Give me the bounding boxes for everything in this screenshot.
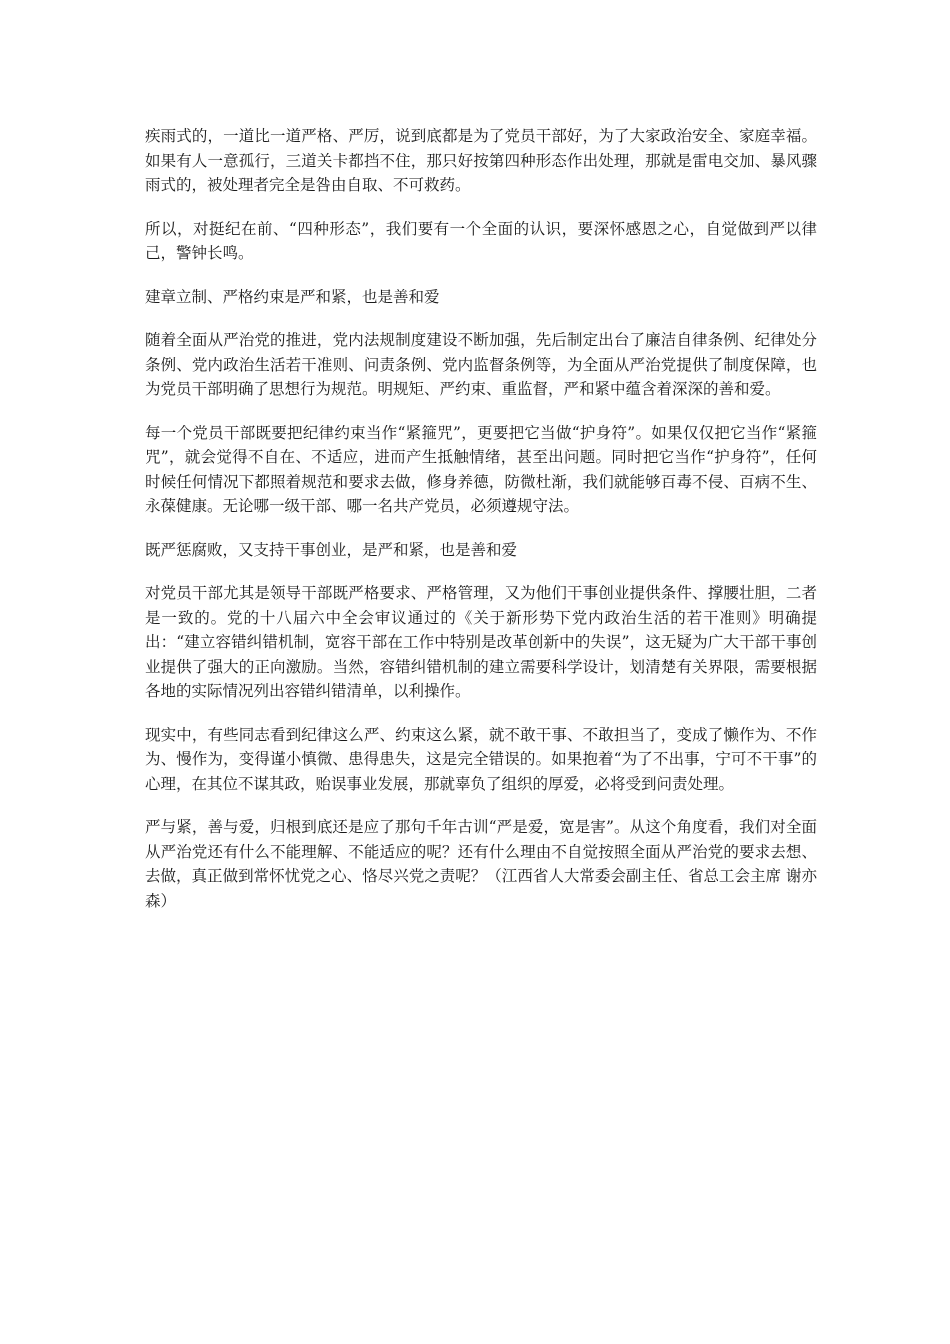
paragraph-continuation: 疾雨式的，一道比一道严格、严厉，说到底都是为了党员干部好，为了大家政治安全、家庭幸福。如果有人一意孤行，三道关卡都挡不住，那只好按第四种形态作出处理，那就是雷电交加、暴风骤雨式的，被处理者完全是咎由自取、不可救药。 xyxy=(145,127,817,194)
paragraph-reality: 现实中，有些同志看到纪律这么严、约束这么紧，就不敢干事、不敢担当了，变成了懒作为、不作为、慢作为，变得谨小慎微、患得患失，这是完全错误的。如果抱着“为了不出事，宁可不干事”的心理，在其位不谋其政，贻误事业发展，那就辜负了组织的厚爱，必将受到问责处理。 xyxy=(145,725,817,793)
paragraph-four-forms: 所以，对挺纪在前、“四种形态”，我们要有一个全面的认识，要深怀感恩之心，自觉做到严以律己，警钟长鸣。 xyxy=(145,219,817,262)
section-heading-anticorruption: 既严惩腐败，又支持干事创业，是严和紧，也是善和爱 xyxy=(145,540,518,559)
paragraph-fault-tolerance: 对党员干部尤其是领导干部既严格要求、严格管理，又为他们干事创业提供条件、撑腰壮胆，二者是一致的。党的十八届六中全会审议通过的《关于新形势下党内政治生活的若干准则》明确提出：“建立容错纠错机制，宽容干部在工作中特别是改革创新中的失误”，这无疑为广大干部干事创业提供了强大的正向激励。当然，容错纠错机制的建立需要科学设计，划清楚有关界限，需要根据各地的实际情况列出容错纠错清单，以利操作。 xyxy=(145,584,817,700)
section-heading-rules: 建章立制、严格约束是严和紧，也是善和爱 xyxy=(145,287,440,306)
paragraph-conclusion: 严与紧，善与爱，归根到底还是应了那句千年古训“严是爱，宽是害”。从这个角度看，我们对全面从严治党还有什么不能理解、不能适应的呢？还有什么理由不自觉按照全面从严治党的要求去想、去做，真正做到常怀忧党之心、恪尽兴党之责呢？（江西省人大常委会副主任、省总工会主席 谢亦森） xyxy=(145,818,817,910)
paragraph-regulations: 随着全面从严治党的推进，党内法规制度建设不断加强，先后制定出台了廉洁自律条例、纪律处分条例、党内政治生活若干准则、问责条例、党内监督条例等，为全面从严治党提供了制度保障，也为党员干部明确了思想行为规范。明规矩、严约束、重监督，严和紧中蕴含着深深的善和爱。 xyxy=(145,331,817,398)
document-body xyxy=(145,124,817,932)
paragraph-discipline-amulet: 每一个党员干部既要把纪律约束当作“紧箍咒”，更要把它当做“护身符”。如果仅仅把它当作“紧箍咒”，就会觉得不自在、不适应，进而产生抵触情绪，甚至出问题。同时把它当作“护身符”，任何时候任何情况下都照着规范和要求去做，修身养德，防微杜渐，我们就能够百毒不侵、百病不生、永葆健康。无论哪一级干部、哪一名共产党员，必须遵规守法。 xyxy=(145,423,817,515)
